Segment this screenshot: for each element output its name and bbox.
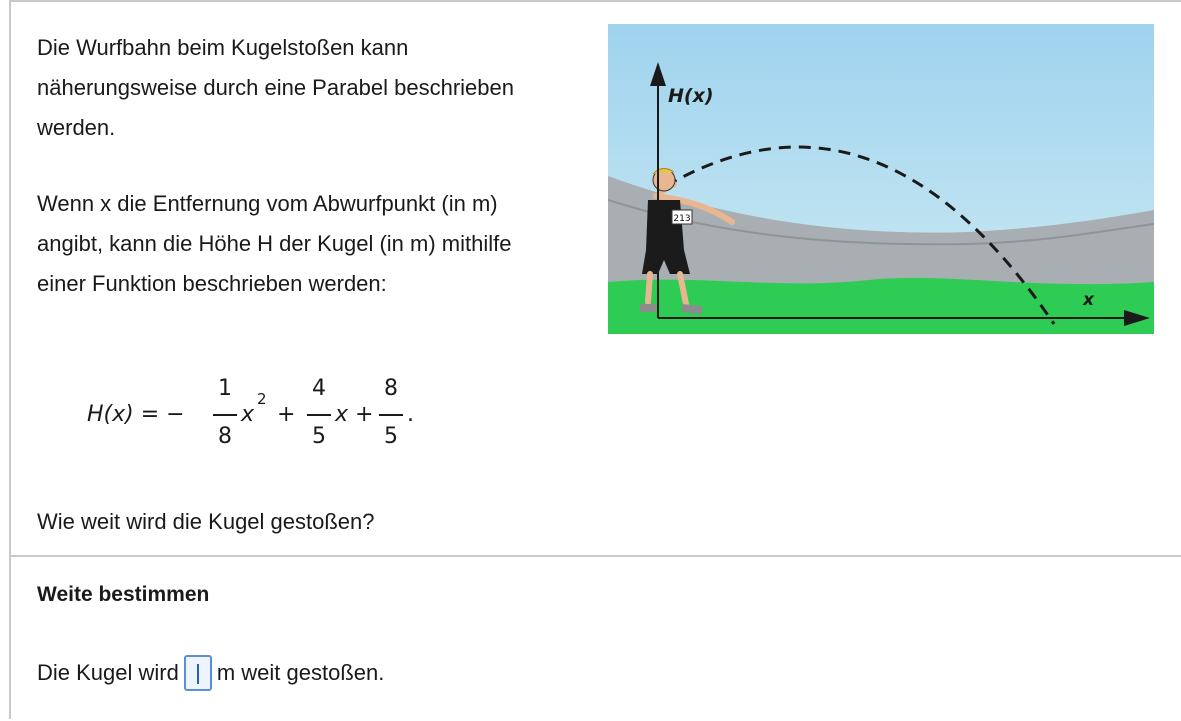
answer-prefix: Die Kugel wird — [37, 660, 179, 685]
answer-section — [11, 557, 1181, 721]
x-axis-label: x — [1083, 290, 1094, 310]
task-text — [37, 28, 557, 304]
task-section — [11, 2, 1181, 557]
fraction-1-denominator: 8 — [218, 424, 232, 449]
formula-x-linear: x + — [335, 402, 374, 427]
answer-title: Weite bestimmen — [37, 583, 210, 606]
answer-suffix: m weit gestoßen. — [216, 660, 385, 685]
task-question: Wie weit wird die Kugel gestoßen? — [37, 509, 375, 534]
task-paragraph-1: Die Wurfbahn beim Kugelstoßen kann näherungsweise durch eine Parabel beschrieben werden. — [37, 35, 514, 140]
task-paragraph-2: Wenn x die Entfernung vom Abwurfpunkt (in m) angibt, kann die Höhe H der Kugel (in m) mithilfe einer Funktion beschrieben werden: — [37, 191, 512, 296]
fraction-1-bar — [213, 414, 237, 416]
text-caret — [197, 664, 199, 684]
fraction-2-denominator: 5 — [312, 424, 326, 449]
exercise-frame — [9, 0, 1181, 719]
bib-number: 213 — [673, 214, 691, 224]
fraction-2-bar — [307, 414, 331, 416]
distance-input[interactable] — [184, 655, 212, 691]
formula-x-squared: x — [241, 402, 255, 427]
shot-put-illustration — [608, 24, 1154, 334]
fraction-1-numerator: 1 — [218, 376, 232, 401]
y-axis-label: H(x) — [668, 85, 714, 107]
fraction-3-bar — [379, 414, 403, 416]
fraction-3-numerator: 8 — [384, 376, 398, 401]
fraction-3-denominator: 5 — [384, 424, 398, 449]
fraction-2-numerator: 4 — [312, 376, 326, 401]
answer-sentence — [37, 653, 384, 693]
formula-plus-1: + — [277, 402, 296, 427]
formula-exponent: 2 — [257, 390, 267, 408]
formula-lhs: H(x) = − — [87, 402, 185, 427]
function-formula — [87, 376, 467, 466]
formula-period: . — [407, 402, 414, 427]
